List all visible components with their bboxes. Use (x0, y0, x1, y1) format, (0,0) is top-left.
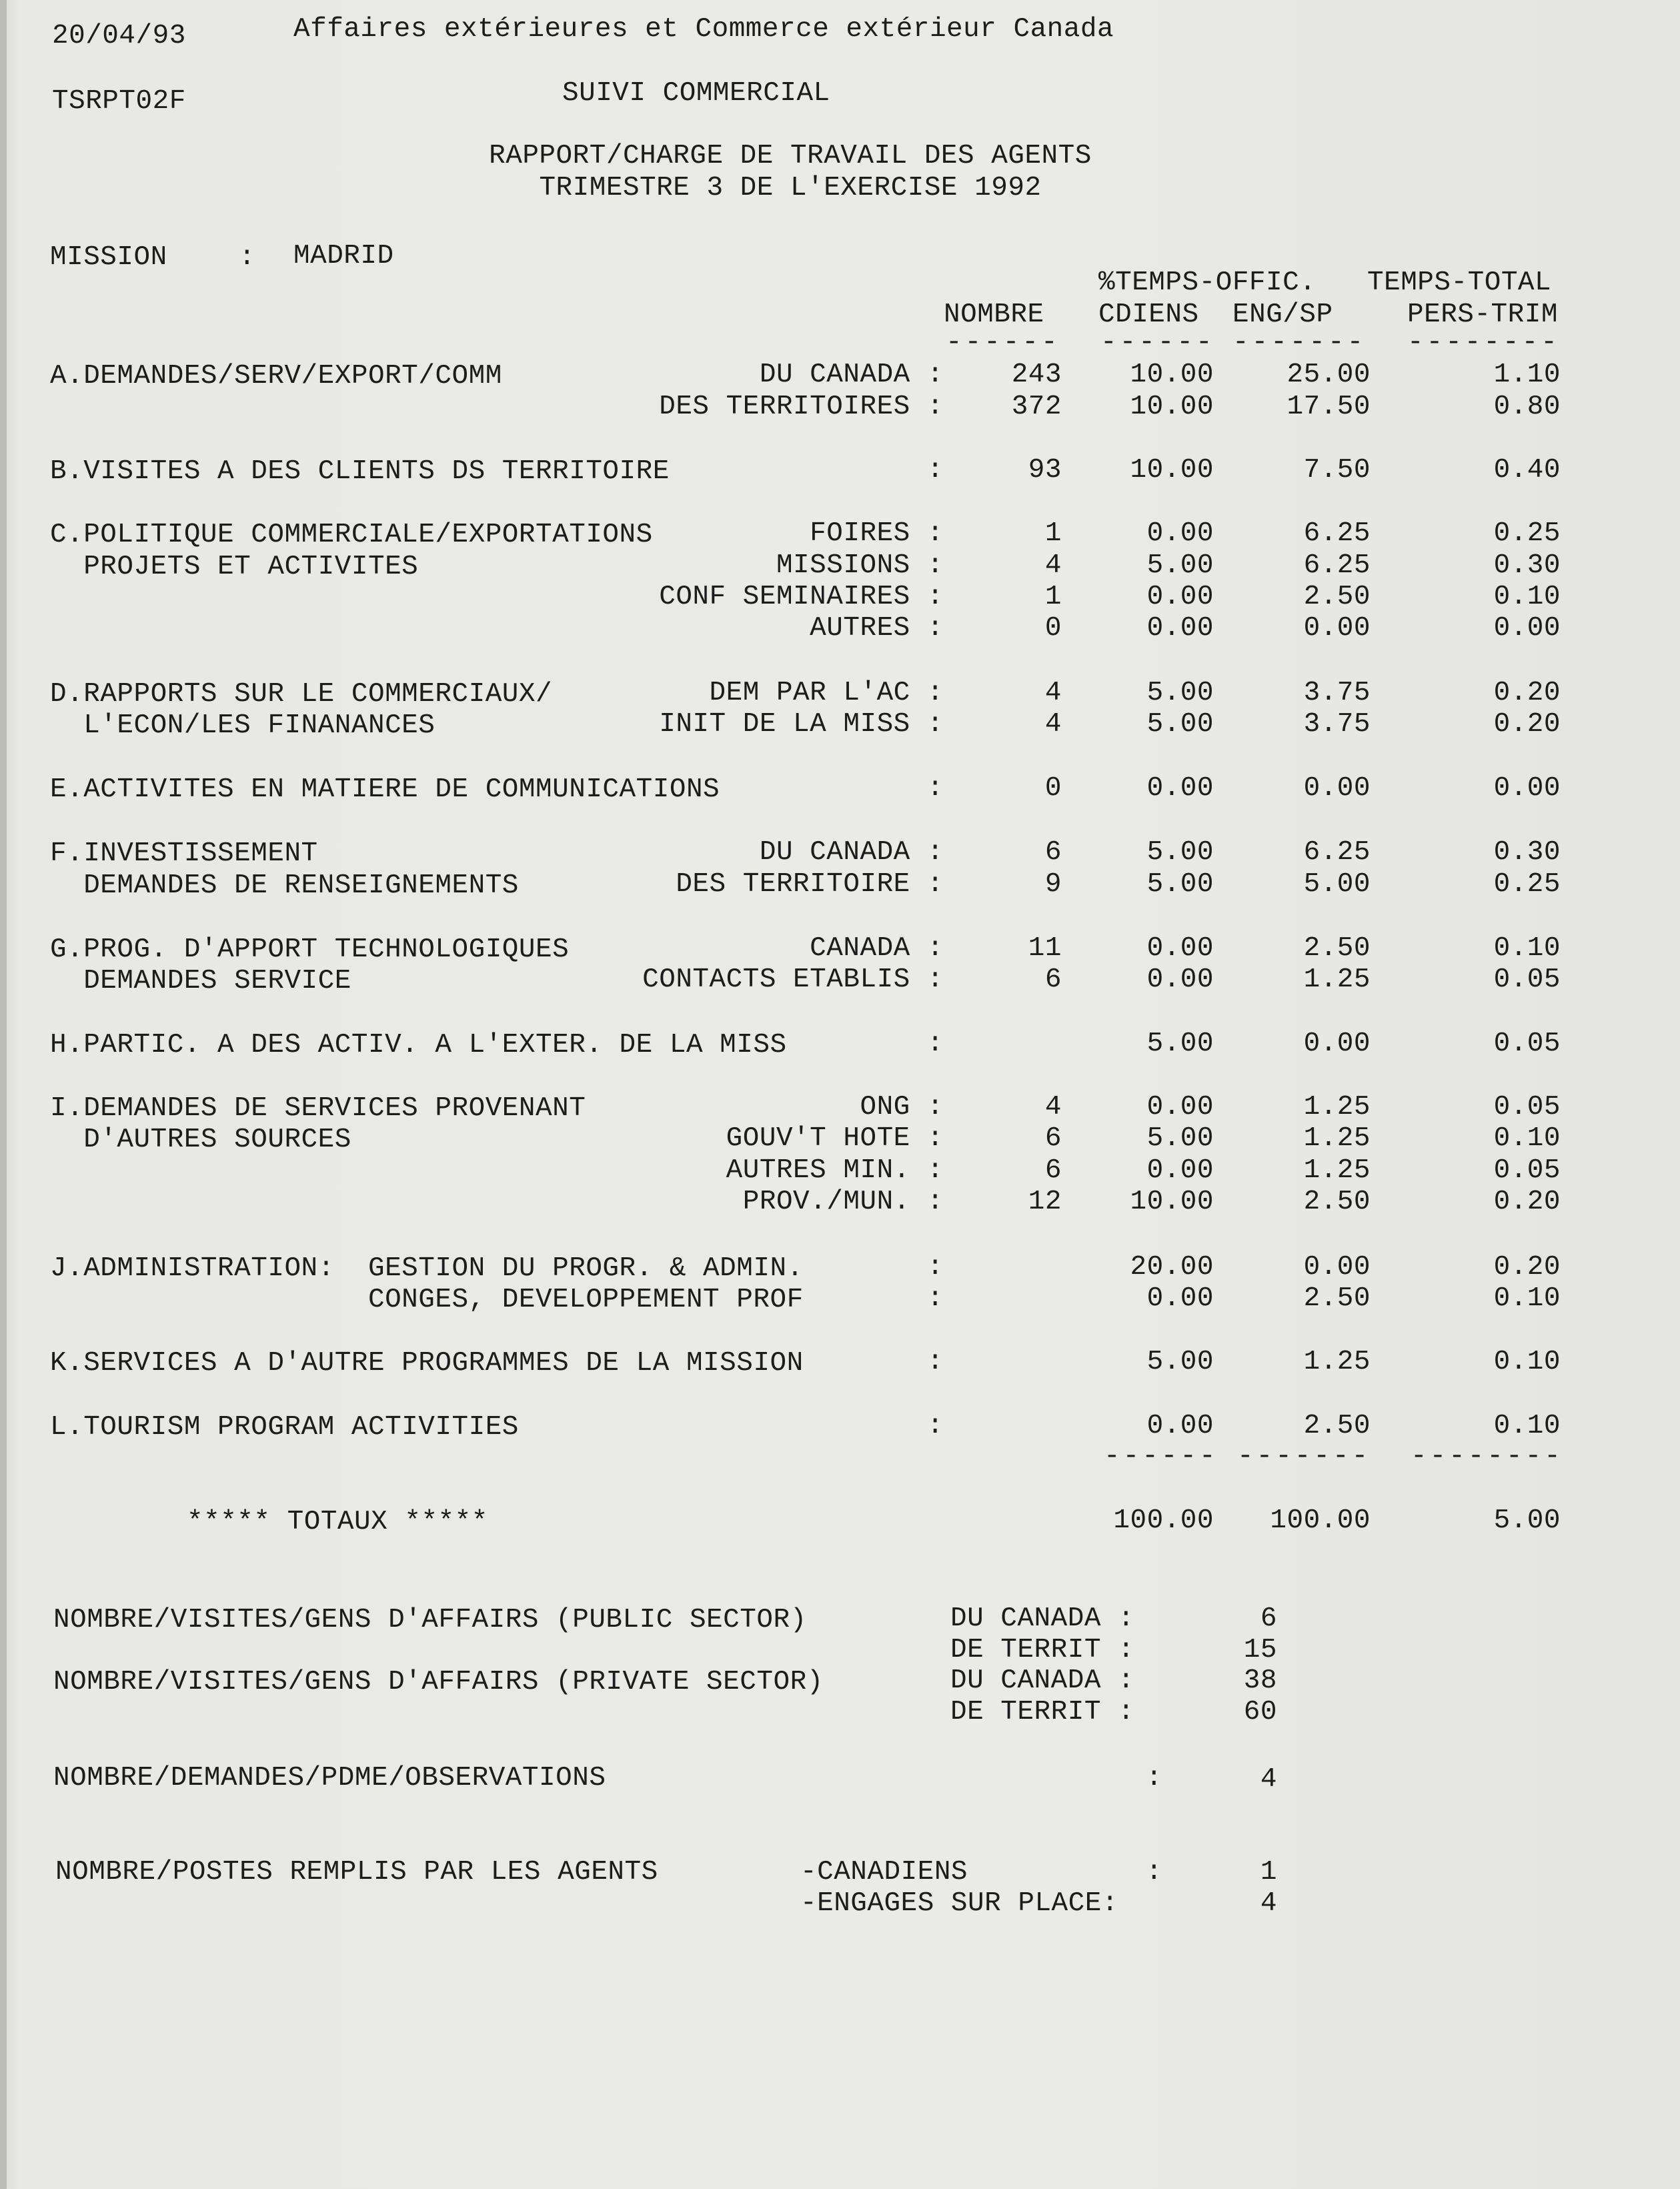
row-subcategory: DU CANADA : (759, 837, 944, 868)
row-subcategory: CONTACTS ETABLIS : (642, 964, 944, 995)
row-nombre: 1 (1044, 582, 1062, 612)
pdme-value: 4 (1260, 1764, 1277, 1795)
visits-public-v1: 6 (1260, 1603, 1277, 1634)
row-category: I.DEMANDES DE SERVICES PROVENANT (50, 1093, 586, 1124)
totals-perstrim: 5.00 (1493, 1505, 1561, 1536)
row-cdiens: 5.00 (1146, 709, 1214, 740)
totals-engsp: 100.00 (1270, 1505, 1371, 1536)
row-category: A.DEMANDES/SERV/EXPORT/COMM (50, 361, 502, 392)
row-subcategory: CONF SEMINAIRES : (659, 582, 944, 612)
row-engsp: 2.50 (1303, 582, 1371, 612)
row-nombre: 4 (1044, 709, 1062, 740)
row-perstrim: 0.20 (1493, 678, 1561, 708)
row-perstrim: 0.10 (1493, 1123, 1561, 1154)
row-subcategory: : (926, 773, 944, 804)
row-cdiens: 0.00 (1146, 582, 1214, 612)
row-subcategory: DU CANADA : (759, 359, 944, 390)
col-nombre: NOMBRE (944, 299, 1044, 330)
row-engsp: 6.25 (1303, 550, 1371, 581)
row-nombre: 1 (1044, 518, 1062, 549)
row-perstrim: 0.30 (1493, 550, 1561, 581)
row-perstrim: 0.25 (1493, 518, 1561, 549)
row-perstrim: 0.05 (1493, 1028, 1561, 1059)
row-category: B.VISITES A DES CLIENTS DS TERRITOIRE (50, 456, 670, 487)
row-engsp: 0.00 (1303, 613, 1371, 644)
row-subcategory: : (926, 1411, 944, 1441)
totals-underline-2: ------- (1237, 1441, 1371, 1472)
row-cdiens: 5.00 (1146, 550, 1214, 581)
row-subcategory: : (926, 1347, 944, 1377)
postes-label: NOMBRE/POSTES REMPLIS PAR LES AGENTS (55, 1857, 658, 1888)
mission-sep: : (239, 242, 256, 273)
row-engsp: 3.75 (1303, 709, 1371, 740)
postes-v1: 1 (1260, 1857, 1277, 1888)
row-engsp: 6.25 (1303, 518, 1371, 549)
row-engsp: 25.00 (1287, 359, 1371, 390)
row-nombre: 6 (1044, 964, 1062, 995)
row-subcategory: MISSIONS : (776, 550, 944, 581)
row-engsp: 6.25 (1303, 837, 1371, 868)
row-subcategory: : (926, 455, 944, 486)
row-engsp: 2.50 (1303, 1187, 1371, 1217)
postes-sub2: -ENGAGES SUR PLACE: (800, 1888, 1118, 1919)
row-nombre: 11 (1028, 933, 1062, 964)
postes-v2: 4 (1260, 1888, 1277, 1919)
row-engsp: 1.25 (1303, 1155, 1371, 1186)
row-subcategory: : (926, 1252, 944, 1283)
row-nombre: 9 (1044, 869, 1062, 900)
row-engsp: 0.00 (1303, 1252, 1371, 1283)
row-perstrim: 0.20 (1493, 709, 1561, 740)
postes-sep1: : (1146, 1857, 1163, 1888)
row-cdiens: 0.00 (1146, 964, 1214, 995)
col-engsp: ENG/SP (1232, 299, 1333, 330)
page-edge-shadow (0, 0, 7, 2189)
row-cdiens: 20.00 (1130, 1252, 1214, 1283)
row-cdiens: 0.00 (1146, 613, 1214, 644)
row-nombre: 93 (1028, 455, 1062, 486)
col-underline-4: -------- (1407, 327, 1560, 358)
row-cdiens: 5.00 (1146, 678, 1214, 708)
row-engsp: 3.75 (1303, 678, 1371, 708)
report-code: TSRPT02F (52, 86, 186, 117)
row-cdiens: 10.00 (1130, 359, 1214, 390)
row-perstrim: 0.00 (1493, 773, 1561, 804)
row-cdiens: 10.00 (1130, 1187, 1214, 1217)
row-engsp: 17.50 (1287, 392, 1371, 422)
visits-public-label: NOMBRE/VISITES/GENS D'AFFAIRS (PUBLIC SECTOR) (53, 1605, 807, 1635)
visits-public-v2: 15 (1243, 1635, 1277, 1665)
row-engsp: 1.25 (1303, 1123, 1371, 1154)
row-nombre: 4 (1044, 550, 1062, 581)
row-subcategory: PROV./MUN. : (742, 1187, 944, 1217)
row-perstrim: 0.10 (1493, 1347, 1561, 1377)
row-subcategory: AUTRES : (810, 613, 944, 644)
col-perstrim: PERS-TRIM (1407, 299, 1558, 330)
row-category: H.PARTIC. A DES ACTIV. A L'EXTER. DE LA MISS (50, 1030, 787, 1060)
row-nombre: 0 (1044, 773, 1062, 804)
report-title: RAPPORT/CHARGE DE TRAVAIL DES AGENTS (489, 141, 1092, 171)
row-subcategory: GOUV'T HOTE : (726, 1123, 944, 1154)
row-subcategory: ONG : (860, 1092, 944, 1123)
row-perstrim: 0.10 (1493, 582, 1561, 612)
row-category: F.INVESTISSEMENT (50, 838, 318, 869)
row-perstrim: 0.10 (1493, 933, 1561, 964)
row-engsp: 1.25 (1303, 1347, 1371, 1377)
row-category: L'ECON/LES FINANANCES (50, 710, 436, 741)
row-perstrim: 0.20 (1493, 1187, 1561, 1217)
row-nombre: 12 (1028, 1187, 1062, 1217)
row-engsp: 2.50 (1303, 1283, 1371, 1314)
totals-label: ***** TOTAUX ***** (187, 1507, 488, 1537)
row-subcategory: FOIRES : (810, 518, 944, 549)
row-subcategory: DES TERRITOIRE : (676, 869, 944, 900)
row-nombre: 372 (1011, 392, 1062, 422)
row-cdiens: 5.00 (1146, 1347, 1214, 1377)
row-subcategory: : (926, 1028, 944, 1059)
row-perstrim: 0.25 (1493, 869, 1561, 900)
row-cdiens: 0.00 (1146, 1155, 1214, 1186)
row-engsp: 1.25 (1303, 964, 1371, 995)
row-category: K.SERVICES A D'AUTRE PROGRAMMES DE LA MISSION (50, 1348, 804, 1379)
row-engsp: 7.50 (1303, 455, 1371, 486)
row-nombre: 4 (1044, 678, 1062, 708)
row-subcategory: DEM PAR L'AC : (709, 678, 944, 708)
row-category: CONGES, DEVELOPPEMENT PROF (50, 1285, 804, 1315)
row-perstrim: 0.00 (1493, 613, 1561, 644)
visits-private-label: NOMBRE/VISITES/GENS D'AFFAIRS (PRIVATE SECTOR) (53, 1667, 824, 1697)
visits-public-sub2: DE TERRIT : (950, 1635, 1135, 1665)
totals-underline-3: -------- (1411, 1441, 1563, 1472)
row-perstrim: 0.05 (1493, 1092, 1561, 1123)
row-category: D.RAPPORTS SUR LE COMMERCIAUX/ (50, 679, 553, 710)
row-subcategory: AUTRES MIN. : (726, 1155, 944, 1186)
row-subcategory: INIT DE LA MISS : (659, 709, 944, 740)
row-category: J.ADMINISTRATION: GESTION DU PROGR. & ADMIN. (50, 1253, 804, 1284)
row-nombre: 243 (1011, 359, 1062, 390)
row-category: G.PROG. D'APPORT TECHNOLOGIQUES (50, 934, 570, 965)
system-name: SUIVI COMMERCIAL (562, 78, 830, 109)
row-perstrim: 0.40 (1493, 455, 1561, 486)
department-name: Affaires extérieures et Commerce extérieur Canada (293, 14, 1114, 45)
report-date: 20/04/93 (52, 21, 186, 51)
col-underline-2: ------ (1100, 327, 1215, 358)
row-category: DEMANDES DE RENSEIGNEMENTS (50, 870, 519, 901)
row-nombre: 6 (1044, 1123, 1062, 1154)
row-subcategory: : (926, 1283, 944, 1314)
totals-cdiens: 100.00 (1113, 1505, 1214, 1536)
row-engsp: 2.50 (1303, 933, 1371, 964)
row-nombre: 6 (1044, 1155, 1062, 1186)
row-cdiens: 0.00 (1146, 1283, 1214, 1314)
visits-private-sub2: DE TERRIT : (950, 1697, 1135, 1727)
mission-label: MISSION (50, 242, 167, 273)
row-perstrim: 0.30 (1493, 837, 1561, 868)
row-cdiens: 5.00 (1146, 869, 1214, 900)
row-category: C.POLITIQUE COMMERCIALE/EXPORTATIONS (50, 520, 653, 550)
visits-private-sub1: DU CANADA : (950, 1665, 1135, 1696)
visits-private-v1: 38 (1243, 1665, 1277, 1696)
row-cdiens: 0.00 (1146, 933, 1214, 964)
row-engsp: 0.00 (1303, 1028, 1371, 1059)
pdme-label: NOMBRE/DEMANDES/PDME/OBSERVATIONS (53, 1763, 606, 1793)
row-perstrim: 1.10 (1493, 359, 1561, 390)
report-subtitle: TRIMESTRE 3 DE L'EXERCISE 1992 (539, 173, 1042, 203)
row-subcategory: CANADA : (810, 933, 944, 964)
mission-value: MADRID (293, 241, 394, 271)
row-perstrim: 0.10 (1493, 1411, 1561, 1441)
row-subcategory: DES TERRITOIRES : (659, 392, 944, 422)
pdme-sep: : (1146, 1763, 1163, 1793)
visits-public-sub1: DU CANADA : (950, 1603, 1135, 1634)
row-engsp: 2.50 (1303, 1411, 1371, 1441)
col-total-header: TEMPS-TOTAL (1367, 267, 1552, 298)
row-cdiens: 0.00 (1146, 773, 1214, 804)
row-nombre: 0 (1044, 613, 1062, 644)
row-perstrim: 0.05 (1493, 964, 1561, 995)
row-cdiens: 0.00 (1146, 1092, 1214, 1123)
row-perstrim: 0.20 (1493, 1252, 1561, 1283)
row-perstrim: 0.05 (1493, 1155, 1561, 1186)
totals-underline-1: ------ (1104, 1441, 1218, 1472)
postes-sub1: -CANADIENS (800, 1857, 968, 1888)
row-category: E.ACTIVITES EN MATIERE DE COMMUNICATIONS (50, 774, 720, 805)
row-category: PROJETS ET ACTIVITES (50, 552, 419, 582)
row-cdiens: 5.00 (1146, 837, 1214, 868)
row-category: L.TOURISM PROGRAM ACTIVITIES (50, 1412, 519, 1443)
row-cdiens: 5.00 (1146, 1123, 1214, 1154)
row-engsp: 0.00 (1303, 773, 1371, 804)
row-category: D'AUTRES SOURCES (50, 1125, 351, 1155)
visits-private-v2: 60 (1243, 1697, 1277, 1727)
row-cdiens: 10.00 (1130, 392, 1214, 422)
row-nombre: 4 (1044, 1092, 1062, 1123)
row-cdiens: 10.00 (1130, 455, 1214, 486)
row-engsp: 5.00 (1303, 869, 1371, 900)
row-nombre: 6 (1044, 837, 1062, 868)
row-cdiens: 0.00 (1146, 1411, 1214, 1441)
col-cdiens: CDIENS (1098, 299, 1199, 330)
col-group-header: %TEMPS-OFFIC. (1098, 267, 1317, 298)
row-perstrim: 0.10 (1493, 1283, 1561, 1314)
row-cdiens: 0.00 (1146, 518, 1214, 549)
col-underline-1: ------ (946, 327, 1060, 358)
col-underline-3: ------- (1232, 327, 1367, 358)
row-cdiens: 5.00 (1146, 1028, 1214, 1059)
row-category: DEMANDES SERVICE (50, 966, 351, 996)
row-perstrim: 0.80 (1493, 392, 1561, 422)
row-engsp: 1.25 (1303, 1092, 1371, 1123)
